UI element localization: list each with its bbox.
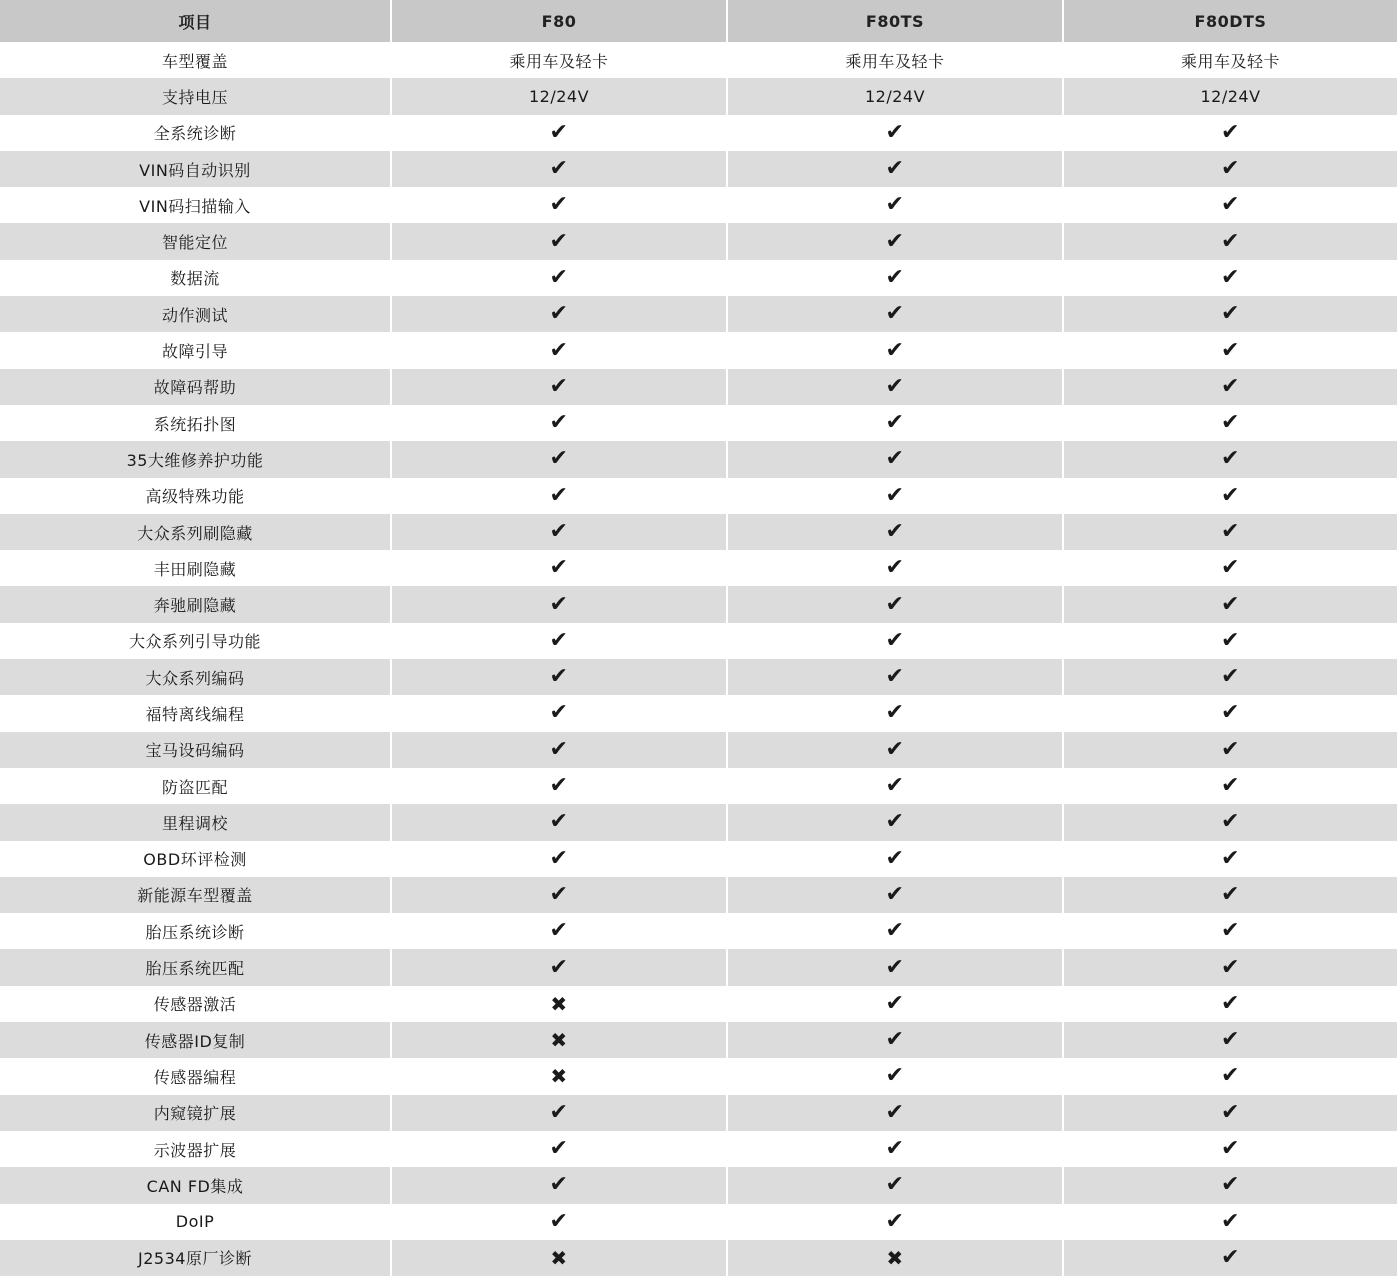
check-mark-icon: ✔ [1221, 1099, 1240, 1125]
table-row [0, 115, 1397, 151]
row-mark-cell [390, 115, 726, 151]
row-label: 内窥镜扩展 [153, 1104, 237, 1124]
row-mark-cell [726, 332, 1062, 368]
row-mark-cell [726, 913, 1062, 949]
row-mark-cell [726, 877, 1062, 913]
check-mark-icon: ✔ [885, 373, 905, 399]
row-mark-cell [1062, 550, 1397, 586]
table-row [0, 1204, 1397, 1240]
row-mark-cell [1062, 659, 1397, 695]
check-mark-icon: ✔ [1221, 446, 1240, 472]
check-mark-icon: ✔ [549, 845, 569, 871]
row-mark-cell [1062, 332, 1397, 368]
table-row [0, 623, 1397, 659]
row-mark-cell [1062, 296, 1397, 332]
row-mark-cell [726, 623, 1062, 659]
row-label: 传感器编程 [153, 1067, 237, 1087]
row-mark-cell [390, 151, 726, 187]
row-mark-cell [390, 1167, 726, 1203]
check-mark-icon: ✔ [1221, 337, 1240, 363]
table-row [0, 986, 1397, 1022]
table-row [0, 223, 1397, 259]
check-mark-icon: ✔ [885, 954, 905, 980]
check-mark-icon: ✔ [549, 1099, 569, 1125]
table-row [0, 1022, 1397, 1058]
check-mark-icon: ✔ [1221, 918, 1240, 944]
check-mark-icon: ✔ [549, 918, 569, 944]
row-mark-cell [1062, 478, 1397, 514]
cross-mark-icon: ✖ [886, 1245, 904, 1270]
row-value: 12/24V [726, 78, 1062, 114]
row-mark-cell [390, 405, 726, 441]
row-mark-cell [1062, 1131, 1397, 1167]
check-mark-icon: ✔ [1221, 119, 1240, 145]
row-label: 全系统诊断 [153, 124, 237, 144]
row-mark-cell [1062, 986, 1397, 1022]
check-mark-icon: ✔ [1221, 881, 1240, 907]
check-mark-icon: ✔ [1221, 990, 1240, 1016]
check-mark-icon: ✔ [1221, 192, 1240, 218]
row-mark-cell [390, 768, 726, 804]
row-mark-cell [1062, 768, 1397, 804]
cross-mark-icon: ✖ [550, 991, 568, 1016]
row-mark-cell [1062, 1240, 1397, 1276]
header-f80: F80 [390, 0, 726, 42]
check-mark-icon: ✔ [1221, 809, 1240, 835]
check-mark-icon: ✔ [885, 228, 905, 254]
check-mark-icon: ✔ [1221, 228, 1240, 254]
row-value: 12/24V [1062, 78, 1397, 114]
row-mark-cell [726, 478, 1062, 514]
check-mark-icon: ✔ [1221, 591, 1240, 617]
row-mark-cell [1062, 369, 1397, 405]
header-f80dts: F80DTS [1062, 0, 1397, 42]
table-row [0, 332, 1397, 368]
row-mark-cell [390, 260, 726, 296]
check-mark-icon: ✔ [1221, 664, 1240, 690]
row-mark-cell [1062, 804, 1397, 840]
row-mark-cell [726, 1131, 1062, 1167]
row-label: 高级特殊功能 [145, 487, 245, 507]
row-label: 大众系列编码 [145, 668, 245, 688]
check-mark-icon: ✔ [1221, 1172, 1240, 1198]
row-label: 大众系列引导功能 [128, 632, 261, 652]
row-mark-cell [726, 405, 1062, 441]
table-row [0, 441, 1397, 477]
check-mark-icon: ✔ [885, 1099, 905, 1125]
row-mark-cell [390, 913, 726, 949]
row-mark-cell [390, 841, 726, 877]
check-mark-icon: ✔ [1221, 954, 1240, 980]
row-value: 乘用车及轻卡 [390, 42, 726, 78]
check-mark-icon: ✔ [885, 627, 905, 653]
row-mark-cell [390, 586, 726, 622]
row-mark-cell [726, 151, 1062, 187]
row-mark-cell [726, 260, 1062, 296]
row-mark-cell [1062, 151, 1397, 187]
row-label: 新能源车型覆盖 [137, 886, 253, 906]
check-mark-icon: ✔ [885, 845, 905, 871]
check-mark-icon: ✔ [549, 373, 569, 399]
row-mark-cell [390, 877, 726, 913]
table-row [0, 732, 1397, 768]
table-row [0, 405, 1397, 441]
table-row [0, 1131, 1397, 1167]
table-row [0, 151, 1397, 187]
check-mark-icon: ✔ [885, 264, 905, 290]
row-label: CAN FD集成 [146, 1176, 244, 1196]
check-mark-icon: ✔ [549, 1208, 569, 1234]
row-mark-cell [1062, 877, 1397, 913]
check-mark-icon: ✔ [885, 664, 905, 690]
row-mark-cell [1062, 405, 1397, 441]
row-mark-cell [1062, 1058, 1397, 1094]
check-mark-icon: ✔ [549, 228, 569, 254]
row-mark-cell [726, 949, 1062, 985]
check-mark-icon: ✔ [885, 990, 905, 1016]
row-mark-cell [726, 586, 1062, 622]
table-row [0, 260, 1397, 296]
check-mark-icon: ✔ [885, 482, 905, 508]
table-row [0, 1240, 1397, 1276]
row-mark-cell [390, 1095, 726, 1131]
row-label: 里程调校 [161, 813, 228, 833]
check-mark-icon: ✔ [885, 881, 905, 907]
check-mark-icon: ✔ [549, 156, 569, 182]
check-mark-icon: ✔ [549, 410, 569, 436]
row-mark-cell [390, 949, 726, 985]
row-label: 丰田刷隐藏 [153, 559, 237, 579]
row-mark-cell [1062, 695, 1397, 731]
check-mark-icon: ✔ [885, 591, 905, 617]
row-mark-cell [726, 550, 1062, 586]
row-mark-cell [726, 369, 1062, 405]
row-label: 智能定位 [161, 233, 228, 253]
check-mark-icon: ✔ [549, 119, 569, 145]
row-mark-cell [390, 478, 726, 514]
table-row [0, 804, 1397, 840]
row-mark-cell [726, 1095, 1062, 1131]
row-mark-cell [1062, 1167, 1397, 1203]
row-label: 大众系列刷隐藏 [137, 523, 253, 543]
row-label: 宝马设码编码 [145, 741, 245, 761]
table-row [0, 841, 1397, 877]
row-mark-cell [1062, 223, 1397, 259]
check-mark-icon: ✔ [1221, 773, 1240, 799]
header-f80ts: F80TS [726, 0, 1062, 42]
table-row [0, 478, 1397, 514]
row-mark-cell [1062, 441, 1397, 477]
check-mark-icon: ✔ [549, 1136, 569, 1162]
table-row [0, 659, 1397, 695]
check-mark-icon: ✔ [549, 773, 569, 799]
check-mark-icon: ✔ [1221, 482, 1240, 508]
table-header-row [0, 0, 1397, 42]
table-row [0, 42, 1397, 78]
table-row [0, 369, 1397, 405]
row-mark-cell [390, 1204, 726, 1240]
check-mark-icon: ✔ [1221, 1208, 1240, 1234]
check-mark-icon: ✔ [549, 337, 569, 363]
row-mark-cell [390, 986, 726, 1022]
table-row [0, 949, 1397, 985]
row-mark-cell [726, 695, 1062, 731]
table-row [0, 187, 1397, 223]
row-mark-cell [390, 1058, 726, 1094]
row-label: 传感器ID复制 [144, 1031, 246, 1051]
row-mark-cell [1062, 732, 1397, 768]
check-mark-icon: ✔ [885, 809, 905, 835]
header-item: 项目 [178, 12, 212, 32]
check-mark-icon: ✔ [1221, 845, 1240, 871]
check-mark-icon: ✔ [1221, 519, 1240, 544]
table-row [0, 768, 1397, 804]
row-label: 胎压系统诊断 [145, 922, 245, 942]
row-mark-cell [390, 1240, 726, 1276]
row-value: 12/24V [390, 78, 726, 114]
check-mark-icon: ✔ [549, 519, 569, 544]
row-mark-cell [726, 1022, 1062, 1058]
check-mark-icon: ✔ [549, 627, 569, 653]
check-mark-icon: ✔ [885, 555, 905, 581]
row-label: 防盗匹配 [161, 777, 228, 797]
row-mark-cell [390, 223, 726, 259]
row-mark-cell [1062, 1022, 1397, 1058]
row-mark-cell [726, 441, 1062, 477]
row-mark-cell [390, 550, 726, 586]
row-mark-cell [1062, 115, 1397, 151]
row-mark-cell [726, 659, 1062, 695]
row-mark-cell [726, 296, 1062, 332]
row-mark-cell [1062, 623, 1397, 659]
row-mark-cell [390, 369, 726, 405]
row-label: 35大维修养护功能 [126, 450, 264, 470]
row-mark-cell [726, 1058, 1062, 1094]
row-label: J2534原厂诊断 [138, 1249, 252, 1269]
check-mark-icon: ✔ [885, 156, 905, 182]
table-row [0, 586, 1397, 622]
row-mark-cell [726, 223, 1062, 259]
check-mark-icon: ✔ [549, 700, 569, 726]
row-mark-cell [1062, 260, 1397, 296]
check-mark-icon: ✔ [885, 1172, 905, 1198]
row-mark-cell [390, 804, 726, 840]
table-row [0, 695, 1397, 731]
row-mark-cell [390, 1022, 726, 1058]
check-mark-icon: ✔ [885, 1136, 905, 1162]
check-mark-icon: ✔ [885, 410, 905, 436]
check-mark-icon: ✔ [885, 1063, 905, 1089]
row-label: 动作测试 [161, 305, 228, 325]
row-label: 传感器激活 [153, 995, 237, 1015]
check-mark-icon: ✔ [1221, 301, 1240, 327]
check-mark-icon: ✔ [1221, 700, 1240, 726]
row-mark-cell [726, 986, 1062, 1022]
check-mark-icon: ✔ [1221, 410, 1240, 436]
check-mark-icon: ✔ [549, 736, 569, 762]
row-mark-cell [726, 1167, 1062, 1203]
check-mark-icon: ✔ [1221, 1063, 1240, 1089]
table-row [0, 877, 1397, 913]
row-mark-cell [726, 187, 1062, 223]
row-mark-cell [726, 804, 1062, 840]
row-mark-cell [390, 332, 726, 368]
row-label: 支持电压 [161, 87, 228, 107]
row-label: VIN码扫描输入 [139, 196, 251, 216]
check-mark-icon: ✔ [885, 446, 905, 472]
cross-mark-icon: ✖ [550, 1245, 568, 1270]
check-mark-icon: ✔ [549, 301, 569, 327]
table-row [0, 1058, 1397, 1094]
row-mark-cell [1062, 949, 1397, 985]
table-row [0, 1095, 1397, 1131]
row-label: OBD环评检测 [143, 850, 247, 870]
check-mark-icon: ✔ [549, 881, 569, 907]
row-label: 系统拓扑图 [153, 414, 237, 434]
check-mark-icon: ✔ [549, 446, 569, 472]
row-label: 奔驰刷隐藏 [153, 596, 237, 616]
row-mark-cell [726, 115, 1062, 151]
row-mark-cell [1062, 913, 1397, 949]
cross-mark-icon: ✖ [550, 1064, 568, 1089]
table-row [0, 1167, 1397, 1203]
check-mark-icon: ✔ [1221, 555, 1240, 581]
row-label: 故障码帮助 [153, 378, 237, 398]
row-mark-cell [726, 841, 1062, 877]
check-mark-icon: ✔ [1221, 736, 1240, 762]
check-mark-icon: ✔ [1221, 1027, 1240, 1053]
check-mark-icon: ✔ [885, 337, 905, 363]
row-mark-cell [390, 732, 726, 768]
check-mark-icon: ✔ [1221, 156, 1240, 182]
check-mark-icon: ✔ [885, 1027, 905, 1053]
row-label: 故障引导 [161, 342, 228, 362]
row-mark-cell [726, 732, 1062, 768]
check-mark-icon: ✔ [885, 1208, 905, 1234]
row-label: 示波器扩展 [153, 1140, 237, 1160]
table-body [0, 42, 1397, 1276]
row-label: VIN码自动识别 [139, 160, 251, 180]
row-mark-cell [390, 695, 726, 731]
check-mark-icon: ✔ [885, 773, 905, 799]
check-mark-icon: ✔ [549, 555, 569, 581]
check-mark-icon: ✔ [1221, 264, 1240, 290]
row-value: 乘用车及轻卡 [1062, 42, 1397, 78]
check-mark-icon: ✔ [549, 482, 569, 508]
row-mark-cell [1062, 841, 1397, 877]
row-label: 数据流 [170, 269, 220, 289]
row-mark-cell [1062, 187, 1397, 223]
row-mark-cell [726, 514, 1062, 550]
row-mark-cell [390, 623, 726, 659]
check-mark-icon: ✔ [885, 519, 905, 544]
check-mark-icon: ✔ [549, 264, 569, 290]
table-row [0, 514, 1397, 550]
row-value: 乘用车及轻卡 [726, 42, 1062, 78]
row-mark-cell [1062, 1095, 1397, 1131]
row-mark-cell [1062, 1204, 1397, 1240]
check-mark-icon: ✔ [885, 736, 905, 762]
check-mark-icon: ✔ [549, 1172, 569, 1198]
row-label: DoIP [175, 1212, 215, 1232]
row-mark-cell [390, 296, 726, 332]
check-mark-icon: ✔ [1221, 1136, 1240, 1162]
table-row [0, 550, 1397, 586]
check-mark-icon: ✔ [885, 700, 905, 726]
row-mark-cell [390, 1131, 726, 1167]
table-row [0, 913, 1397, 949]
row-mark-cell [390, 659, 726, 695]
check-mark-icon: ✔ [549, 591, 569, 617]
check-mark-icon: ✔ [1221, 373, 1240, 399]
check-mark-icon: ✔ [549, 664, 569, 690]
row-mark-cell [726, 1204, 1062, 1240]
check-mark-icon: ✔ [1221, 1244, 1240, 1270]
check-mark-icon: ✔ [1221, 627, 1240, 653]
check-mark-icon: ✔ [885, 301, 905, 327]
table-row [0, 78, 1397, 114]
row-mark-cell [726, 1240, 1062, 1276]
check-mark-icon: ✔ [885, 192, 905, 218]
row-label: 福特离线编程 [145, 704, 245, 724]
cross-mark-icon: ✖ [550, 1028, 568, 1053]
check-mark-icon: ✔ [549, 192, 569, 218]
row-label: 车型覆盖 [161, 51, 228, 71]
check-mark-icon: ✔ [549, 954, 569, 980]
row-mark-cell [390, 514, 726, 550]
row-mark-cell [726, 768, 1062, 804]
row-label: 胎压系统匹配 [145, 959, 245, 979]
row-mark-cell [390, 441, 726, 477]
check-mark-icon: ✔ [885, 119, 905, 145]
table-row [0, 296, 1397, 332]
check-mark-icon: ✔ [549, 809, 569, 835]
row-mark-cell [1062, 586, 1397, 622]
row-mark-cell [1062, 514, 1397, 550]
check-mark-icon: ✔ [885, 918, 905, 944]
row-mark-cell [390, 187, 726, 223]
